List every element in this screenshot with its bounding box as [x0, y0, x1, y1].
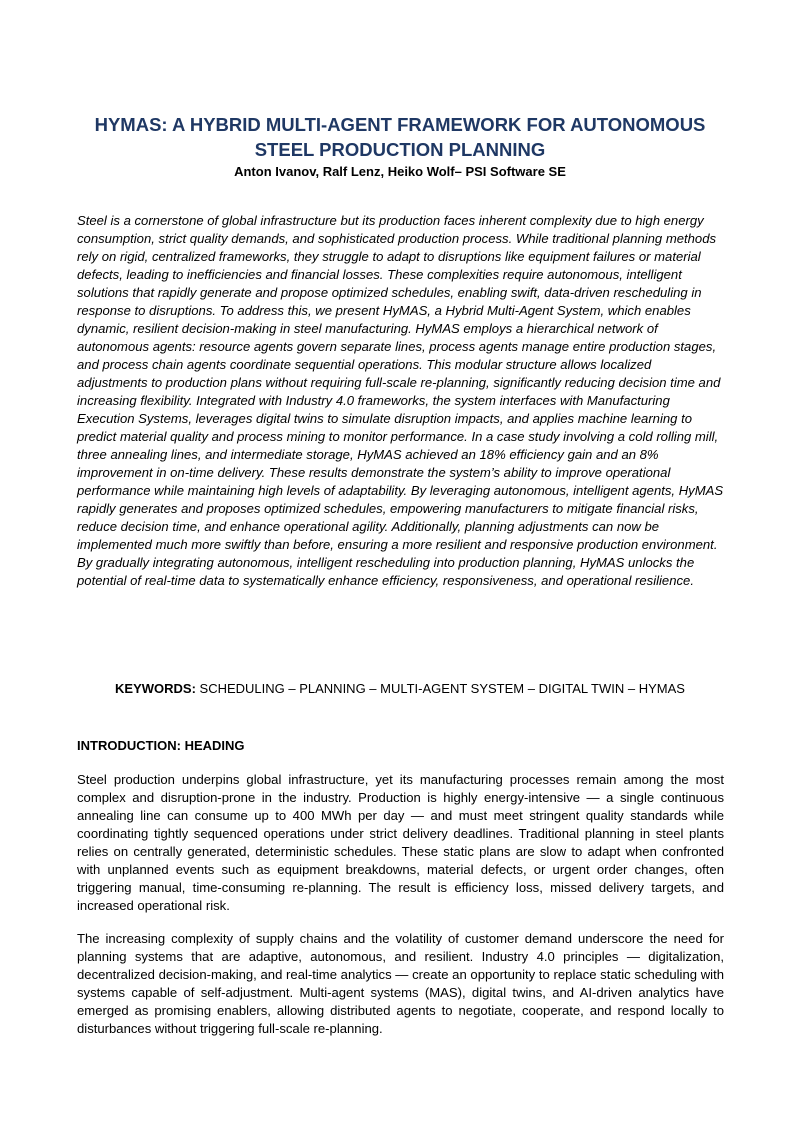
- keywords-text: SCHEDULING – PLANNING – MULTI-AGENT SYSTEM – DIGITAL TWIN – HYMAS: [199, 681, 685, 696]
- paper-title-line-1: HYMAS: A HYBRID MULTI-AGENT FRAMEWORK FOR AUTONOMOUS: [94, 114, 706, 135]
- body-paragraph-1: Steel production underpins global infrastructure, yet its manufacturing processes remain among the most complex and disruption-prone in the industry. Production is highly energy-intensive — a single continuous annealing line can consume up to 400 MWh per day — and must meet stringent quality standards while coordinating tightly sequenced operations under strict delivery deadlines. Traditional planning in steel plants relies on centrally generated, deterministic schedules. These static plans are slow to adapt when confronted with unplanned events such as equipment breakdowns, material defects, or urgent order changes, often triggering manual, time-consuming re-planning. The result is efficiency loss, missed delivery targets, and increased operational risk.: [77, 772, 724, 913]
- section-heading: INTRODUCTION: HEADING: [77, 738, 245, 753]
- body-paragraph-2: The increasing complexity of supply chains and the volatility of customer demand underscore the need for planning systems that are adaptive, autonomous, and resilient. Industry 4.0 principles — digitalization, decentralized decision-making, and real-time analytics — create an opportunity to replace static scheduling with systems capable of self-adjustment. Multi-agent systems (MAS), digital twins, and AI-driven analytics have emerged as promising enablers, allowing distributed agents to negotiate, cooperate, and respond locally to disturbances without triggering full-scale re-planning.: [77, 931, 724, 1036]
- keywords-line: [60, 680, 740, 697]
- paper-title: [60, 112, 740, 162]
- abstract-text: Steel is a cornerstone of global infrastructure but its production faces inherent complexity due to high energy consumption, strict quality demands, and sophisticated production process. While traditional planning methods rely on rigid, centralized frameworks, they struggle to adapt to disruptions like equipment failures or material defects, leading to inefficiencies and financial losses. These complexities require autonomous, intelligent solutions that rapidly generate and propose optimized schedules, enabling swift, data-driven rescheduling in response to disruptions. To address this, we present HyMAS, a Hybrid Multi-Agent System, which enables dynamic, resilient decision-making in steel manufacturing. HyMAS employs a hierarchical network of autonomous agents: resource agents govern separate lines, process agents manage entire production stages, and process chain agents coordinate sequential operations. This modular structure allows localized adjustments to production plans without requiring full-scale re-planning, significantly reducing decision time and increasing flexibility. Integrated with Industry 4.0 frameworks, the system interfaces with Manufacturing Execution Systems, leverages digital twins to simulate disruption impacts, and applies machine learning to predict material quality and process mining to monitor performance. In a case study involving a cold rolling mill, three annealing lines, and intermediate storage, HyMAS achieved an 18% efficiency gain and an 8% improvement in on-time delivery. These results demonstrate the system’s ability to improve operational performance while maintaining high levels of adaptability. By leveraging autonomous, intelligent agents, HyMAS rapidly generates and proposes optimized schedules, empowering manufacturers to mitigate financial risks, reduce decision time, and enhance operational agility. Additionally, planning adjustments can now be implemented much more swiftly than before, ensuring a more resilient and responsive production environment. By gradually integrating autonomous, intelligent rescheduling into production planning, HyMAS unlocks the potential of real-time data to systematically enhance efficiency, responsiveness, and operational resilience.: [77, 213, 724, 588]
- paper-authors: Anton Ivanov, Ralf Lenz, Heiko Wolf– PSI Software SE: [234, 164, 566, 179]
- paper-title-line-2: STEEL PRODUCTION PLANNING: [254, 139, 546, 160]
- keywords-label: KEYWORDS:: [115, 681, 196, 696]
